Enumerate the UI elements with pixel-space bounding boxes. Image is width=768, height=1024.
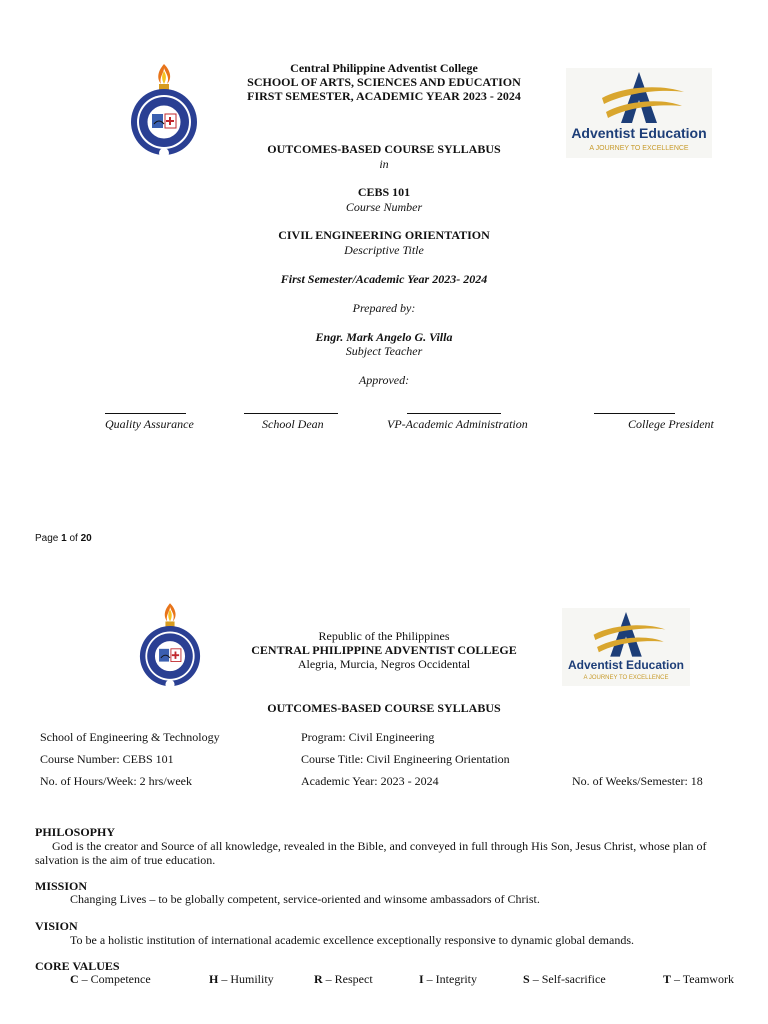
in-word: in <box>379 157 389 171</box>
college-name-caps: CENTRAL PHILIPPINE ADVENTIST COLLEGE <box>251 643 517 657</box>
page-of: of <box>69 533 78 544</box>
philosophy-text: God is the creator and Source of all knowledge, revealed in the Bible, and conveyed in full through His Son, Jesus Christ, whose plan of salvation is the aim of true education. <box>35 839 707 867</box>
teacher-role: Subject Teacher <box>345 344 423 358</box>
term: First Semester/Academic Year 2023- 2024 <box>280 272 488 286</box>
prepared-by-label: Prepared by: <box>352 301 416 315</box>
core-value-item: I – Integrity <box>419 972 477 986</box>
college-name: Central Philippine Adventist College <box>290 61 478 75</box>
vision-heading: VISION <box>35 919 78 933</box>
signatory-vp-academic: VP-Academic Administration <box>387 417 528 431</box>
info-course-number: Course Number: CEBS 101 <box>40 752 174 766</box>
college-address: Alegria, Murcia, Negros Occidental <box>297 657 471 671</box>
semester-heading: FIRST SEMESTER, ACADEMIC YEAR 2023 - 2024 <box>247 89 521 103</box>
core-value-item: R – Respect <box>314 972 373 986</box>
page-prefix: Page <box>35 533 59 544</box>
vision-text: To be a holistic institution of international academic excellence exceptionally responsive to dynamic global demands. <box>70 933 634 947</box>
core-value-item: H – Humility <box>209 972 274 986</box>
adventist-a-icon <box>566 68 712 124</box>
signature-line-qa <box>105 413 186 414</box>
adventist-education-logo <box>562 608 690 686</box>
signature-line-dean <box>244 413 338 414</box>
info-hours: No. of Hours/Week: 2 hrs/week <box>40 774 192 788</box>
signatory-school-dean: School Dean <box>262 417 324 431</box>
school-name: SCHOOL OF ARTS, SCIENCES AND EDUCATION <box>247 75 521 89</box>
signature-line-vp <box>407 413 501 414</box>
course-title: CIVIL ENGINEERING ORIENTATION <box>278 228 490 242</box>
signatory-quality-assurance: Quality Assurance <box>105 417 194 431</box>
adventist-a-icon <box>562 608 690 658</box>
signature-line-president <box>594 413 675 414</box>
core-value-item: C – Competence <box>70 972 151 986</box>
info-weeks: No. of Weeks/Semester: 18 <box>572 774 703 788</box>
info-school: School of Engineering & Technology <box>40 730 220 744</box>
logo-tagline: A JOURNEY TO EXCELLENCE <box>589 145 689 152</box>
core-values-heading: CORE VALUES <box>35 959 120 973</box>
logo-name: Adventist Education <box>567 658 684 672</box>
page-total: 20 <box>80 533 92 544</box>
info-course-title: Course Title: Civil Engineering Orientation <box>301 752 510 766</box>
page-counter <box>35 533 92 544</box>
logo-tagline: A JOURNEY TO EXCELLENCE <box>583 675 669 681</box>
info-academic-year: Academic Year: 2023 - 2024 <box>301 774 439 788</box>
signatory-college-president: College President <box>628 417 714 431</box>
course-code: CEBS 101 <box>357 185 411 199</box>
info-program: Program: Civil Engineering <box>301 730 435 744</box>
core-value-item: S – Self-sacrifice <box>523 972 606 986</box>
approved-label: Approved: <box>358 373 410 387</box>
philosophy-heading: PHILOSOPHY <box>35 825 116 839</box>
mission-text: Changing Lives – to be globally competent, service-oriented and winsome ambassadors of Christ. <box>70 892 540 906</box>
republic-line: Republic of the Philippines <box>318 629 450 643</box>
logo-name: Adventist Education <box>571 125 707 141</box>
teacher-name: Engr. Mark Angelo G. Villa <box>315 330 453 344</box>
core-value-item: T – Teamwork <box>663 972 734 986</box>
course-code-caption: Course Number <box>345 200 423 214</box>
course-title-caption: Descriptive Title <box>344 243 424 257</box>
page-current: 1 <box>61 533 67 544</box>
syllabus-title-2: OUTCOMES-BASED COURSE SYLLABUS <box>267 701 501 715</box>
syllabus-title: OUTCOMES-BASED COURSE SYLLABUS <box>267 142 501 156</box>
mission-heading: MISSION <box>35 879 88 893</box>
